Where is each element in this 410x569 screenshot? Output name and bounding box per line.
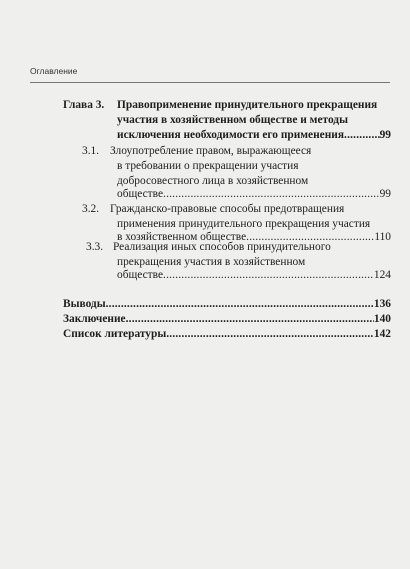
- section-3-3-entry[interactable]: [117, 268, 391, 283]
- chapter-3-label: Глава 3.: [63, 99, 105, 111]
- leader-dots: [126, 312, 374, 327]
- section-3-2-line-2: применения принудительного прекращения участия: [117, 218, 371, 230]
- leader-dots: [163, 268, 374, 283]
- running-header: Оглавление: [30, 66, 78, 76]
- section-3-2-line-3: в хозяйственном обществе: [117, 231, 247, 243]
- section-3-1-line-3: добросовестного лица в хозяйственном: [117, 175, 309, 187]
- chapter-3-page: 99: [379, 129, 391, 141]
- section-3-2-number: 3.2.: [82, 203, 100, 215]
- section-3-1-entry[interactable]: [117, 187, 391, 202]
- leader-dots: [166, 327, 374, 342]
- chapter-3-title-line-3: исключения необходимости его применения: [117, 129, 345, 141]
- section-3-3-page: 124: [373, 269, 391, 281]
- toc-entry-conclusions[interactable]: [63, 297, 391, 312]
- chapter-3-entry[interactable]: [117, 128, 391, 143]
- section-3-1-line-1: Злоупотребление правом, выражающееся: [110, 145, 312, 157]
- section-3-3-line-3: обществе: [117, 269, 164, 281]
- toc-label: Выводы: [63, 298, 106, 310]
- section-3-3-line-1: Реализация иных способов принудительного: [113, 241, 331, 253]
- toc-page: 142: [373, 328, 391, 340]
- section-3-1-line-2: в требовании о прекращении участия: [117, 160, 299, 172]
- leader-dots: [344, 128, 380, 143]
- leader-dots: [106, 297, 374, 312]
- section-3-1-line-4: обществе: [117, 188, 164, 200]
- section-3-1-number: 3.1.: [82, 145, 100, 157]
- toc-page: 140: [373, 313, 391, 325]
- section-3-3-number: 3.3.: [86, 241, 104, 253]
- chapter-3-title-line-1: Правоприменение принудительного прекращения: [117, 99, 378, 111]
- section-3-2-line-1: Гражданско-правовые способы предотвращения: [110, 203, 345, 215]
- section-3-2-page: 110: [374, 231, 391, 243]
- toc-page: 136: [373, 298, 391, 310]
- section-3-3-line-2: прекращения участия в хозяйственном: [117, 256, 306, 268]
- leader-dots: [163, 187, 380, 202]
- toc-label: Список литературы: [63, 328, 167, 340]
- section-3-1-page: 99: [379, 188, 391, 200]
- header-rule: [30, 82, 390, 83]
- toc-entry-final-conclusion[interactable]: [63, 312, 391, 327]
- toc-label: Заключение: [63, 313, 126, 325]
- toc-entry-bibliography[interactable]: [63, 327, 391, 342]
- chapter-3-title-line-2: участия в хозяйственном обществе и методы: [117, 114, 348, 126]
